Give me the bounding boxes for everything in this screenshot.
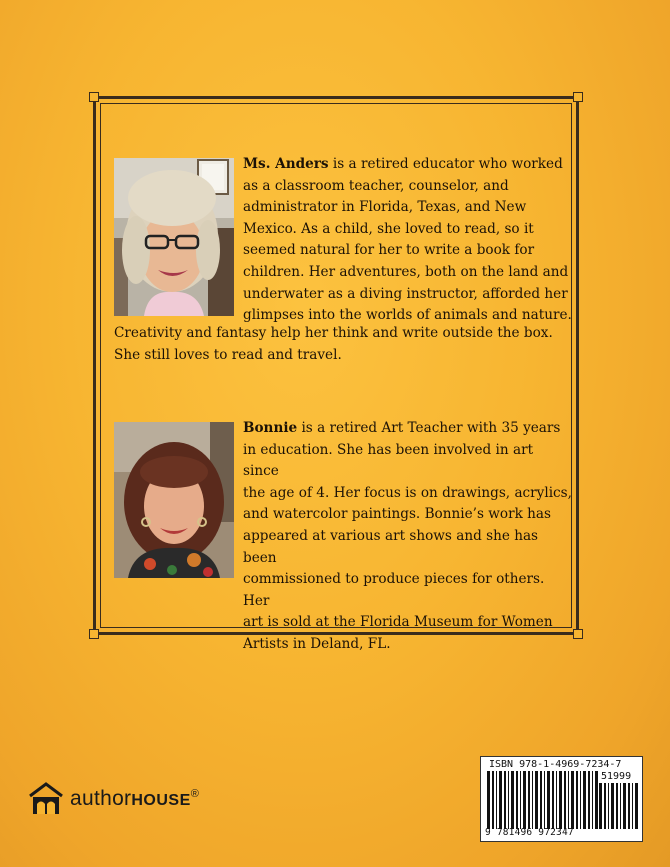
frame-corner-bottom-right: [573, 629, 583, 639]
bio-line: Creativity and fantasy help her think and write outside the box.: [114, 325, 553, 341]
barcode-stripe: [487, 771, 490, 829]
bio-line: appeared at various art shows and she has been: [243, 527, 539, 566]
bio-line: in education. She has been involved in art since: [243, 441, 534, 480]
author-bio-closing: [114, 323, 574, 366]
barcode-stripe: [511, 771, 514, 829]
barcode-stripe: [580, 771, 581, 829]
barcode-stripe: [623, 783, 626, 829]
publisher-name-upper: HOUSE: [131, 792, 191, 809]
bio-line: children. Her adventures, both on the land and: [243, 263, 569, 280]
barcode-stripe: [544, 771, 545, 829]
publisher-logo: [28, 782, 199, 816]
barcode-stripe: [611, 783, 614, 829]
publisher-name: [70, 787, 199, 811]
barcode-stripe: [523, 771, 526, 829]
bio-line: seemed natural for her to write a book for: [243, 242, 535, 259]
barcode-stripe: [628, 783, 630, 829]
barcode-stripe: [520, 771, 521, 829]
barcode-stripe: [535, 771, 538, 829]
frame-corner-top-right: [573, 92, 583, 102]
barcode-digits: 9 781496 972347: [485, 827, 574, 838]
registered-mark: ®: [190, 788, 200, 800]
bio-line: administrator in Florida, Texas, and New: [243, 199, 527, 216]
barcode-bars: [487, 771, 599, 829]
bio-line: She still loves to read and travel.: [114, 346, 342, 363]
barcode-stripe: [571, 771, 574, 829]
illustrator-photo: [114, 422, 234, 578]
barcode-stripe: [599, 783, 602, 829]
barcode-stripe: [620, 783, 621, 829]
publisher-name-lower: author: [70, 787, 132, 810]
bio-line: underwater as a diving instructor, afforded her: [243, 285, 568, 302]
bio-line: is a retired Art Teacher with 35 years: [297, 420, 561, 436]
barcode-stripe: [632, 783, 633, 829]
frame-corner-bottom-left: [89, 629, 99, 639]
illustrator-name: Bonnie: [243, 420, 298, 436]
bio-line: is a retired educator who worked: [328, 156, 563, 172]
publisher-house-icon: [28, 782, 64, 816]
barcode-stripe: [576, 771, 578, 829]
barcode-stripe: [588, 771, 590, 829]
barcode-stripe: [508, 771, 509, 829]
bio-line: glimpses into the worlds of animals and nature.: [243, 307, 572, 324]
author-bio-intro: [243, 154, 573, 327]
isbn-label: ISBN 978-1-4969-7234-7: [489, 759, 622, 770]
bio-line: Mexico. As a child, she loved to read, so it: [243, 220, 534, 237]
barcode-stripe: [608, 783, 609, 829]
price-barcode-bars: [599, 783, 639, 829]
barcode-stripe: [532, 771, 533, 829]
barcode-stripe: [583, 771, 586, 829]
bio-line: commissioned to produce pieces for others. Her: [243, 571, 545, 609]
barcode-stripe: [635, 783, 638, 829]
barcode-stripe: [568, 771, 569, 829]
barcode-stripe: [547, 771, 550, 829]
barcode-stripe: [556, 771, 557, 829]
frame-corner-top-left: [89, 92, 99, 102]
barcode-stripe: [540, 771, 542, 829]
author-name: Ms. Anders: [243, 156, 329, 172]
barcode-stripe: [504, 771, 506, 829]
barcode-stripe: [496, 771, 497, 829]
bio-line: Artists in Deland, FL.: [243, 635, 391, 652]
barcode-stripe: [559, 771, 562, 829]
bio-line: the age of 4. Her focus is on drawings, acrylics,: [243, 484, 572, 501]
barcode-stripe: [564, 771, 566, 829]
barcode-stripe: [492, 771, 494, 829]
barcode-stripe: [592, 771, 593, 829]
barcode-stripe: [528, 771, 530, 829]
price-code-label: 51999: [601, 771, 632, 782]
bio-line: art is sold at the Florida Museum for Women: [243, 614, 553, 631]
barcode-stripe: [552, 771, 554, 829]
bio-line: and watercolor paintings. Bonnie’s work has: [243, 506, 551, 523]
barcode-stripe: [516, 771, 518, 829]
author-photo: [114, 158, 234, 316]
illustrator-bio: [243, 418, 573, 656]
barcode-stripe: [499, 771, 502, 829]
barcode-stripe: [595, 771, 598, 829]
barcode-stripe: [604, 783, 606, 829]
bio-line: as a classroom teacher, counselor, and: [243, 177, 509, 194]
isbn-barcode: [480, 756, 643, 842]
barcode-stripe: [616, 783, 618, 829]
